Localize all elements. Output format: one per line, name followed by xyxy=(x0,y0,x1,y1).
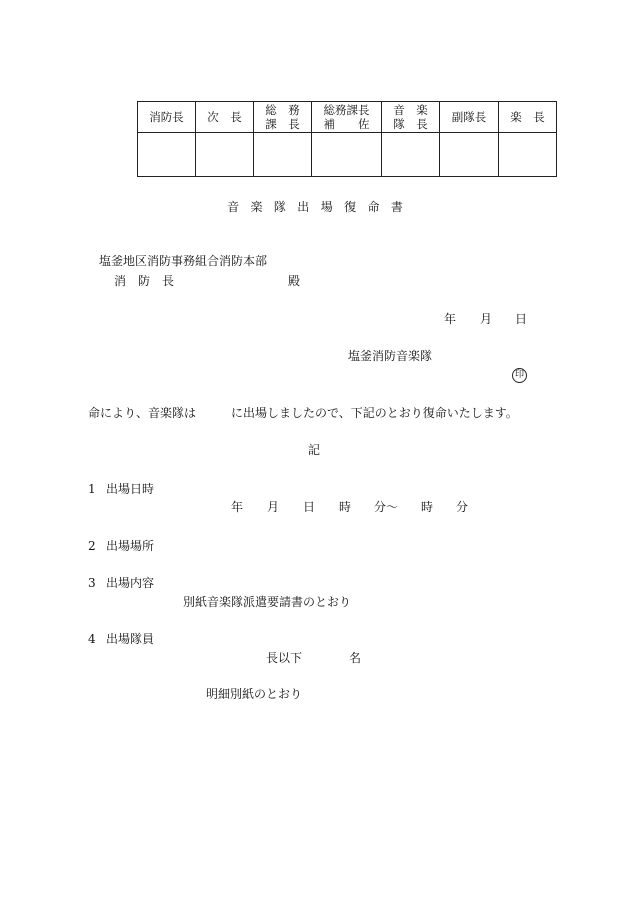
datetime-minute-tilde: 分〜 xyxy=(374,500,399,514)
approval-header-cell: 次 長 xyxy=(196,102,254,133)
stamp-cell xyxy=(312,133,382,177)
date-year: 年 xyxy=(444,312,457,326)
item-4-detail: 明細別紙のとおり xyxy=(206,687,303,701)
body-text-end: に出場しましたので、下記のとおり復命いたします。 xyxy=(231,406,518,420)
sender-name: 塩釜消防音楽隊 xyxy=(348,349,433,363)
item-1-number: 1 xyxy=(88,482,96,496)
stamp-cell xyxy=(440,133,499,177)
stamp-cell xyxy=(254,133,312,177)
date-day: 日 xyxy=(515,312,528,326)
datetime-day: 日 xyxy=(303,500,316,514)
approval-stamp-table xyxy=(137,101,557,177)
seal-stamp: 印 xyxy=(512,368,527,383)
item-4-number: 4 xyxy=(88,632,96,646)
approval-header-row xyxy=(138,102,557,133)
item-3-number: 3 xyxy=(88,576,96,590)
approval-header-cell: 消防長 xyxy=(138,102,196,133)
datetime-month: 月 xyxy=(267,500,280,514)
approval-header-cell: 音 楽 隊 長 xyxy=(382,102,440,133)
stamp-cell xyxy=(499,133,557,177)
item-3-label: 出場内容 xyxy=(106,576,155,590)
addressee-organization: 塩釜地区消防事務組合消防本部 xyxy=(99,254,268,268)
approval-header-cell: 楽 長 xyxy=(499,102,557,133)
item-2-label: 出場場所 xyxy=(106,539,155,553)
addressee-honorific: 殿 xyxy=(288,274,301,288)
stamp-cell xyxy=(196,133,254,177)
datetime-hour-end: 時 xyxy=(421,500,434,514)
item-4-leader: 長以下 xyxy=(266,651,303,665)
ki-marker: 記 xyxy=(308,443,321,457)
date-month: 月 xyxy=(480,312,493,326)
item-4-label: 出場隊員 xyxy=(106,632,155,646)
item-4-count-unit: 名 xyxy=(349,651,362,665)
datetime-hour: 時 xyxy=(339,500,352,514)
stamp-cell xyxy=(138,133,196,177)
approval-stamp-row xyxy=(138,133,557,177)
approval-header-cell: 総 務 課 長 xyxy=(254,102,312,133)
document-title: 音楽隊出場復命書 xyxy=(227,200,415,214)
item-3-detail: 別紙音楽隊派遣要請書のとおり xyxy=(183,595,352,609)
approval-header-cell: 副隊長 xyxy=(440,102,499,133)
approval-header-cell: 総務課長 補 佐 xyxy=(312,102,382,133)
item-1-label: 出場日時 xyxy=(106,482,155,496)
addressee-position: 消 防 長 xyxy=(114,274,175,288)
item-2-number: 2 xyxy=(88,539,96,553)
stamp-cell xyxy=(382,133,440,177)
datetime-year: 年 xyxy=(231,500,244,514)
body-text-start: 命により、音楽隊は xyxy=(88,406,197,420)
datetime-minute-end: 分 xyxy=(456,500,469,514)
